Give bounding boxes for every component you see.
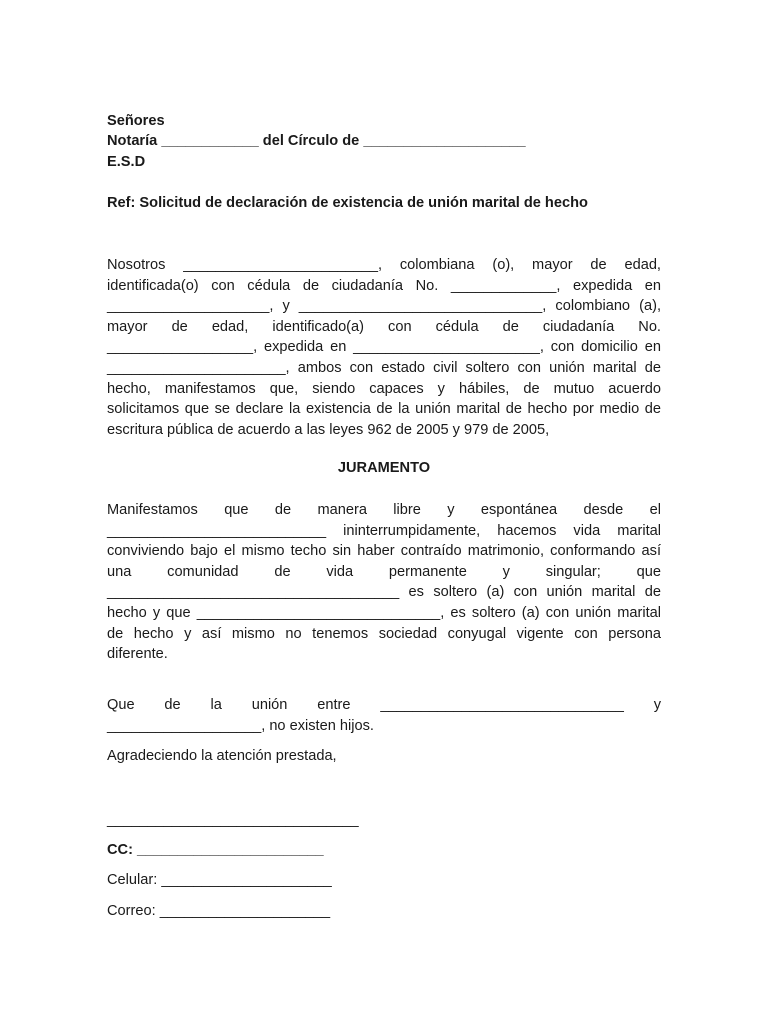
paragraph-petition xyxy=(107,255,661,440)
cc-field: CC: _______________________ xyxy=(107,842,324,858)
phone-field: Celular: _____________________ xyxy=(107,872,332,888)
reference-line: Ref: Solicitud de declaración de existencia de unión marital de hecho xyxy=(107,195,588,211)
salutation: Señores xyxy=(107,113,165,129)
paragraph-line: de hecho y así mismo no tenemos sociedad conyugal vigente con persona xyxy=(107,625,661,642)
paragraph-children xyxy=(107,695,661,736)
paragraph-oath xyxy=(107,500,661,665)
paragraph-line: identificada(o) con cédula de ciudadanía No. _____________, expedida en xyxy=(107,277,661,294)
notary-line: Notaría ____________ del Círculo de ____________________ xyxy=(107,133,526,149)
paragraph-line: hecho, manifestamos que, siendo capaces y hábiles, de mutuo acuerdo xyxy=(107,380,661,397)
paragraph-line: Nosotros ________________________, colombiana (o), mayor de edad, xyxy=(107,257,661,273)
signature-line: _______________________________ xyxy=(107,812,359,828)
paragraph-line: hecho y que ______________________________, es soltero (a) con unión marital xyxy=(107,604,661,621)
esd-line: E.S.D xyxy=(107,154,146,170)
paragraph-line: ____________________, y ______________________________, colombiano (a), xyxy=(107,298,661,315)
paragraph-line: ______________________, ambos con estado civil soltero con unión marital de xyxy=(107,359,661,376)
paragraph-line: diferente. xyxy=(107,646,168,663)
paragraph-line: ___________________________ ininterrumpidamente, hacemos vida marital xyxy=(107,522,661,539)
paragraph-line: conviviendo bajo el mismo techo sin haber contraído matrimonio, conformando así xyxy=(107,543,661,560)
email-field: Correo: _____________________ xyxy=(107,903,331,919)
paragraph-line: mayor de edad, identificado(a) con cédula de ciudadanía No. xyxy=(107,318,661,335)
paragraph-line: ____________________________________ es soltero (a) con unión marital de xyxy=(107,584,661,601)
paragraph-line: __________________, expedida en _______________________, con domicilio en xyxy=(107,339,661,356)
closing-line: Agradeciendo la atención prestada, xyxy=(107,748,337,764)
paragraph-line: una comunidad de vida permanente y singular; que xyxy=(107,563,661,580)
paragraph-line: solicitamos que se declare la existencia de la unión marital de hecho por medio de xyxy=(107,401,661,418)
oath-title: JURAMENTO xyxy=(337,460,431,476)
paragraph-line: Que de la unión entre ______________________________ y xyxy=(107,697,661,713)
paragraph-line: escritura pública de acuerdo a las leyes 962 de 2005 y 979 de 2005, xyxy=(107,421,550,438)
paragraph-line: ___________________, no existen hijos. xyxy=(107,717,374,734)
paragraph-line: Manifestamos que de manera libre y espontánea desde el xyxy=(107,502,661,518)
